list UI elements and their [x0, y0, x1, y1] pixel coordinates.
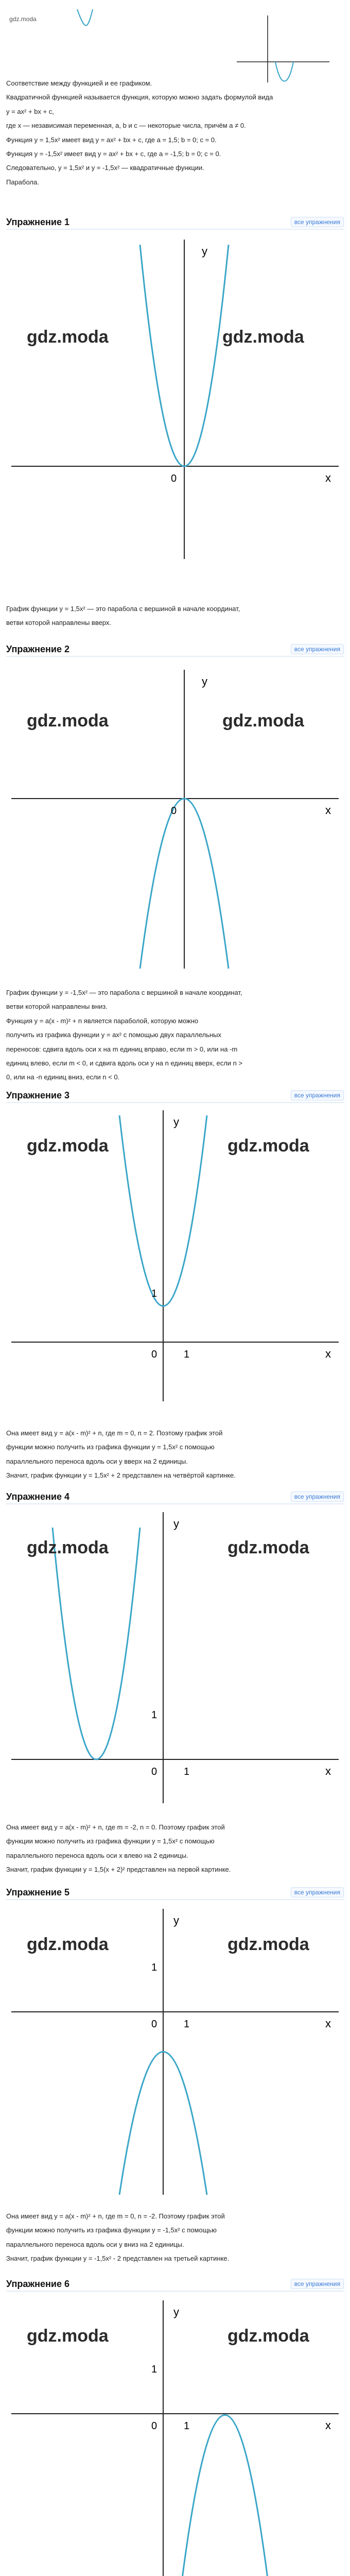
- unit-label-x: 1: [184, 1766, 190, 1777]
- axis-y-label: y: [173, 1517, 179, 1530]
- watermark-text: gdz.moda: [222, 711, 304, 731]
- figure-3: [6, 1105, 344, 1404]
- intro-line-7: Следовательно, y = 1,5x² и y = -1,5x² — квадратичные функции.: [6, 164, 204, 172]
- text-1-line-1: График функции y = 1,5x² — это парабола с вершиной в начале координат,: [6, 605, 240, 613]
- all-exercises-link-3[interactable]: все упражнения: [291, 1090, 344, 1100]
- all-exercises-link-1[interactable]: все упражнения: [291, 217, 344, 227]
- text-4-line-1: Она имеет вид y = a(x - m)² + n, где m = -2, n = 0. Поэтому график этой: [6, 1823, 225, 1831]
- text-2-line-3: Функция y = a(x - m)² + n является параболой, которую можно: [6, 1016, 199, 1025]
- watermark-text: gdz.moda: [222, 327, 304, 347]
- watermark-text: gdz.moda: [227, 1136, 309, 1156]
- axis-y-label: y: [173, 2306, 179, 2318]
- section-4-heading: Упражнение 4: [6, 1491, 69, 1502]
- axis-x-label: x: [325, 1347, 331, 1360]
- text-2: [6, 987, 344, 1086]
- watermark-text: gdz.moda: [227, 2326, 309, 2346]
- unit-label-y: 1: [151, 1962, 157, 1973]
- unit-label-y: 1: [151, 1288, 157, 1299]
- section-6-heading: Упражнение 6: [6, 2278, 69, 2289]
- axis-y-label: y: [173, 1914, 179, 1927]
- axis-x-label: x: [325, 804, 331, 817]
- axis-y-label: y: [202, 245, 207, 258]
- watermark-text: gdz.moda: [27, 1136, 109, 1156]
- hero-watermark: gdz.moda: [9, 15, 37, 23]
- intro-line-8: Парабола.: [6, 178, 39, 186]
- all-exercises-link-4[interactable]: все упражнения: [291, 1492, 344, 1502]
- section-2-heading: Упражнение 2: [6, 643, 69, 654]
- text-3: [6, 1427, 344, 1484]
- watermark-text: gdz.moda: [227, 1538, 309, 1557]
- text-5-line-1: Она имеет вид y = a(x - m)² + n, где m = 0, n = -2. Поэтому график этой: [6, 2212, 225, 2220]
- text-5: [6, 2210, 344, 2267]
- text-1: [6, 603, 344, 631]
- unit-label-y: 1: [151, 1709, 157, 1721]
- text-3-line-4: Значит, график функции y = 1,5x² + 2 представлен на четвёртой картинке.: [6, 1471, 236, 1480]
- axis-x-label: x: [325, 2419, 331, 2432]
- intro-line-1: Соответствие между функцией и ее графиком.: [6, 79, 152, 87]
- section-4-title: [6, 1490, 344, 1504]
- text-5-line-2: функции можно получить из графика функции y = -1,5x² с помощью: [6, 2226, 217, 2234]
- parabola-curve: [52, 1528, 140, 1759]
- figure-4: [6, 1507, 344, 1806]
- intro-line-5: Функция y = 1,5x² имеет вид y = ax² + bx + c, где a = 1,5; b = 0; c = 0.: [6, 135, 217, 144]
- figure-1: [6, 234, 344, 564]
- unit-label-x: 1: [184, 2420, 190, 2432]
- text-2-line-4: получить из графика функции y = ax² с помощью двух параллельных: [6, 1031, 222, 1039]
- intro-line-4: где x — независимая переменная, a, b и c — некоторые числа, причём a ≠ 0.: [6, 122, 246, 130]
- axis-x-label: x: [325, 471, 331, 484]
- hero-sketch: [0, 0, 350, 88]
- section-5-title: [6, 1886, 344, 1900]
- text-2-line-1: График функции y = -1,5x² — это парабола с вершиной в начале координат,: [6, 989, 242, 996]
- text-4: [6, 1821, 344, 1878]
- section-5-heading: Упражнение 5: [6, 1887, 69, 1897]
- watermark-text: gdz.moda: [27, 711, 109, 731]
- text-4-line-4: Значит, график функции y = 1,5(x + 2)² представлен на первой картинке.: [6, 1866, 231, 1874]
- intro-line-2: Квадратичной функцией называется функция, которую можно задать формулой вида: [6, 93, 273, 101]
- hero-curve-up: [77, 9, 93, 26]
- axis-y-label: y: [202, 675, 207, 688]
- unit-label-y: 1: [151, 2364, 157, 2375]
- text-4-line-3: параллельного переноса вдоль оси x влево на 2 единицы.: [6, 1851, 188, 1859]
- all-exercises-link-6[interactable]: все упражнения: [291, 2279, 344, 2289]
- watermark-text: gdz.moda: [27, 327, 109, 347]
- figure-2: [6, 665, 344, 974]
- section-3-title: [6, 1089, 344, 1103]
- origin-label: 0: [171, 473, 177, 484]
- text-4-line-2: функции можно получить из графика функции y = 1,5x² с помощью: [6, 1837, 215, 1845]
- text-5-line-3: параллельного переноса вдоль оси y вниз на 2 единицы.: [6, 2240, 184, 2248]
- origin-label: 0: [151, 2019, 157, 2030]
- unit-label-x: 1: [184, 1349, 190, 1360]
- origin-label: 0: [151, 1349, 157, 1360]
- graph-6: [6, 2295, 344, 2576]
- text-3-line-1: Она имеет вид y = a(x - m)² + n, где m = 0, n = 2. Поэтому график этой: [6, 1429, 223, 1437]
- figure-5: [6, 1904, 344, 2197]
- text-2-line-6: единиц влево, если m < 0, и сдвига вдоль оси y на n единиц вверх, если n >: [6, 1059, 243, 1067]
- section-3-heading: Упражнение 3: [6, 1090, 69, 1100]
- parabola-curve: [181, 2415, 269, 2576]
- section-2-title: [6, 642, 344, 657]
- all-exercises-link-5[interactable]: все упражнения: [291, 1887, 344, 1897]
- intro-line-3: y = ax² + bx + c,: [6, 107, 54, 115]
- axis-y-label: y: [173, 1115, 179, 1128]
- unit-label-x: 1: [184, 2019, 190, 2030]
- watermark-text: gdz.moda: [27, 1538, 109, 1557]
- text-3-line-3: параллельного переноса вдоль оси y вверх на 2 единицы.: [6, 1457, 188, 1465]
- graph-2: [6, 665, 344, 974]
- text-2-line-7: 0, или на -n единиц вниз, если n < 0.: [6, 1073, 120, 1081]
- intro-line-6: Функция y = -1,5x² имеет вид y = ax² + bx + c, где a = -1,5; b = 0; c = 0.: [6, 149, 221, 158]
- axis-x-label: x: [325, 1765, 331, 1777]
- axis-x-label: x: [325, 2017, 331, 2030]
- origin-label: 0: [151, 2420, 157, 2432]
- origin-label: 0: [151, 1766, 157, 1777]
- text-1-line-2: ветви которой направлены вверх.: [6, 619, 112, 627]
- section-6-title: [6, 2277, 344, 2292]
- hero-area: [0, 0, 350, 88]
- graph-4: [6, 1507, 344, 1806]
- text-2-line-2: ветви которой направлены вниз.: [6, 1003, 108, 1011]
- all-exercises-link-2[interactable]: все упражнения: [291, 644, 344, 654]
- graph-3: [6, 1105, 344, 1404]
- text-2-line-5: переносов: сдвига вдоль оси x на m единиц вправо, если m > 0, или на -m: [6, 1045, 238, 1053]
- watermark-text: gdz.moda: [227, 1935, 309, 1954]
- section-1-heading: Упражнение 1: [6, 216, 69, 227]
- watermark-text: gdz.moda: [27, 1935, 109, 1954]
- graph-1: [6, 234, 344, 564]
- graph-5: [6, 1904, 344, 2197]
- text-3-line-2: функции можно получить из графика функции y = 1,5x² с помощью: [6, 1443, 215, 1451]
- text-5-line-4: Значит, график функции y = -1,5x² - 2 представлен на третьей картинке.: [6, 2255, 230, 2263]
- origin-label: 0: [171, 805, 177, 817]
- figure-6: [6, 2295, 344, 2576]
- watermark-text: gdz.moda: [27, 2326, 109, 2346]
- intro-text: [6, 77, 344, 190]
- section-1-title: [6, 215, 344, 230]
